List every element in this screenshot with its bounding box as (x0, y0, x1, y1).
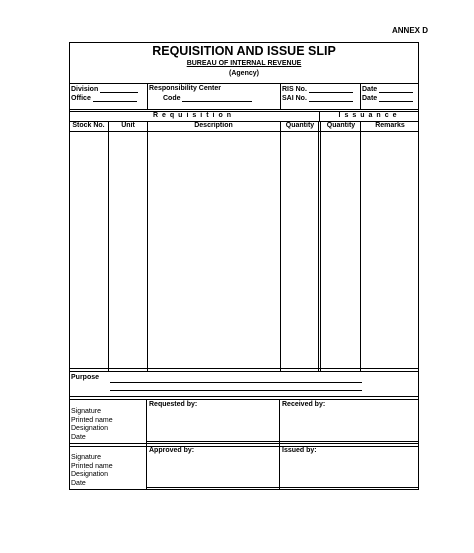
ris-no-input-line (309, 85, 353, 93)
ris-no-label: RIS No. (282, 86, 307, 93)
printed-name-label: Printed name (71, 416, 113, 424)
issued-by-label: Issued by: (282, 447, 317, 454)
form-title: REQUISITION AND ISSUE SLIP (152, 44, 336, 58)
col-description: Description (194, 122, 233, 129)
agency-name: BUREAU OF INTERNAL REVENUE (186, 60, 302, 67)
date-input-line-1 (379, 85, 413, 93)
sai-no-input-line (309, 94, 353, 102)
sign-box-bottom-2 (147, 487, 419, 488)
sign-middle-line (69, 443, 419, 444)
purpose-input-line-1[interactable] (110, 382, 362, 383)
received-by-label: Received by: (282, 401, 326, 408)
issued-by-signature-area[interactable] (281, 456, 417, 486)
purpose-input-line-2[interactable] (110, 390, 362, 391)
signature-label: Signature (71, 408, 101, 415)
info-divider-1 (147, 83, 148, 109)
requested-by-signature-area[interactable] (148, 410, 278, 440)
purpose-bottom-line (69, 396, 419, 397)
table-col-line-5 (360, 121, 361, 371)
col-stock-no: Stock No. (72, 122, 105, 129)
printed-name-label: Printed name (71, 462, 113, 470)
office-input-line (93, 94, 137, 102)
date-input-line-2 (379, 94, 413, 102)
header-divider (69, 83, 419, 84)
date-label: Date (71, 479, 86, 487)
sign-divider-2 (279, 399, 280, 490)
signature-labels-2 (71, 454, 113, 488)
table-bottom-line-2 (69, 371, 419, 372)
info-bottom-line (69, 109, 419, 110)
table-col-line-3 (280, 121, 281, 371)
table-col-line-1 (108, 121, 109, 371)
approved-by-label: Approved by: (149, 447, 195, 454)
col-quantity-issued: Quantity (326, 122, 356, 129)
col-quantity-requested: Quantity (285, 122, 315, 129)
signature-labels-1 (71, 408, 113, 442)
date-field-1[interactable] (362, 85, 413, 93)
designation-label: Designation (71, 471, 108, 478)
purpose-label: Purpose (71, 374, 100, 381)
code-field[interactable] (163, 94, 252, 102)
designation-label: Designation (71, 425, 108, 432)
annex-label: ANNEX D (392, 26, 429, 35)
date-field-2[interactable] (362, 94, 413, 102)
col-unit: Unit (121, 122, 135, 129)
division-label: Division (71, 86, 99, 93)
table-bottom-line (69, 368, 419, 369)
sai-no-field[interactable] (282, 94, 353, 102)
signature-label: Signature (71, 454, 101, 461)
purpose-bottom-line-2 (69, 399, 419, 400)
info-divider-3 (360, 83, 361, 109)
table-col-line-4a (318, 121, 319, 371)
section-divider (319, 111, 320, 121)
code-label: Code (163, 95, 181, 102)
sign-middle-line-2 (69, 446, 419, 447)
info-divider-2 (280, 83, 281, 109)
division-input-line (100, 85, 138, 93)
office-field[interactable] (71, 94, 137, 102)
issuance-section-label: Issuance (338, 112, 401, 119)
approved-by-signature-area[interactable] (148, 456, 278, 486)
table-col-line-4b (320, 121, 321, 371)
sign-box-bottom-1 (147, 441, 419, 442)
code-input-line (182, 94, 252, 102)
sign-divider-1 (146, 399, 147, 490)
requested-by-label: Requested by: (149, 401, 198, 408)
received-by-signature-area[interactable] (281, 410, 417, 440)
office-label: Office (71, 95, 91, 102)
column-header-line (69, 131, 419, 132)
agency-caption: (Agency) (229, 70, 259, 77)
sai-no-label: SAI No. (282, 95, 307, 102)
date-label: Date (71, 433, 86, 441)
responsibility-center-label: Responsibility Center (149, 85, 221, 92)
requisition-section-label: Requisition (152, 112, 236, 119)
col-remarks: Remarks (375, 122, 405, 129)
date-label-2: Date (362, 95, 378, 102)
table-col-line-2 (147, 121, 148, 371)
division-field[interactable] (71, 85, 138, 93)
date-label-1: Date (362, 86, 378, 93)
ris-no-field[interactable] (282, 85, 353, 93)
